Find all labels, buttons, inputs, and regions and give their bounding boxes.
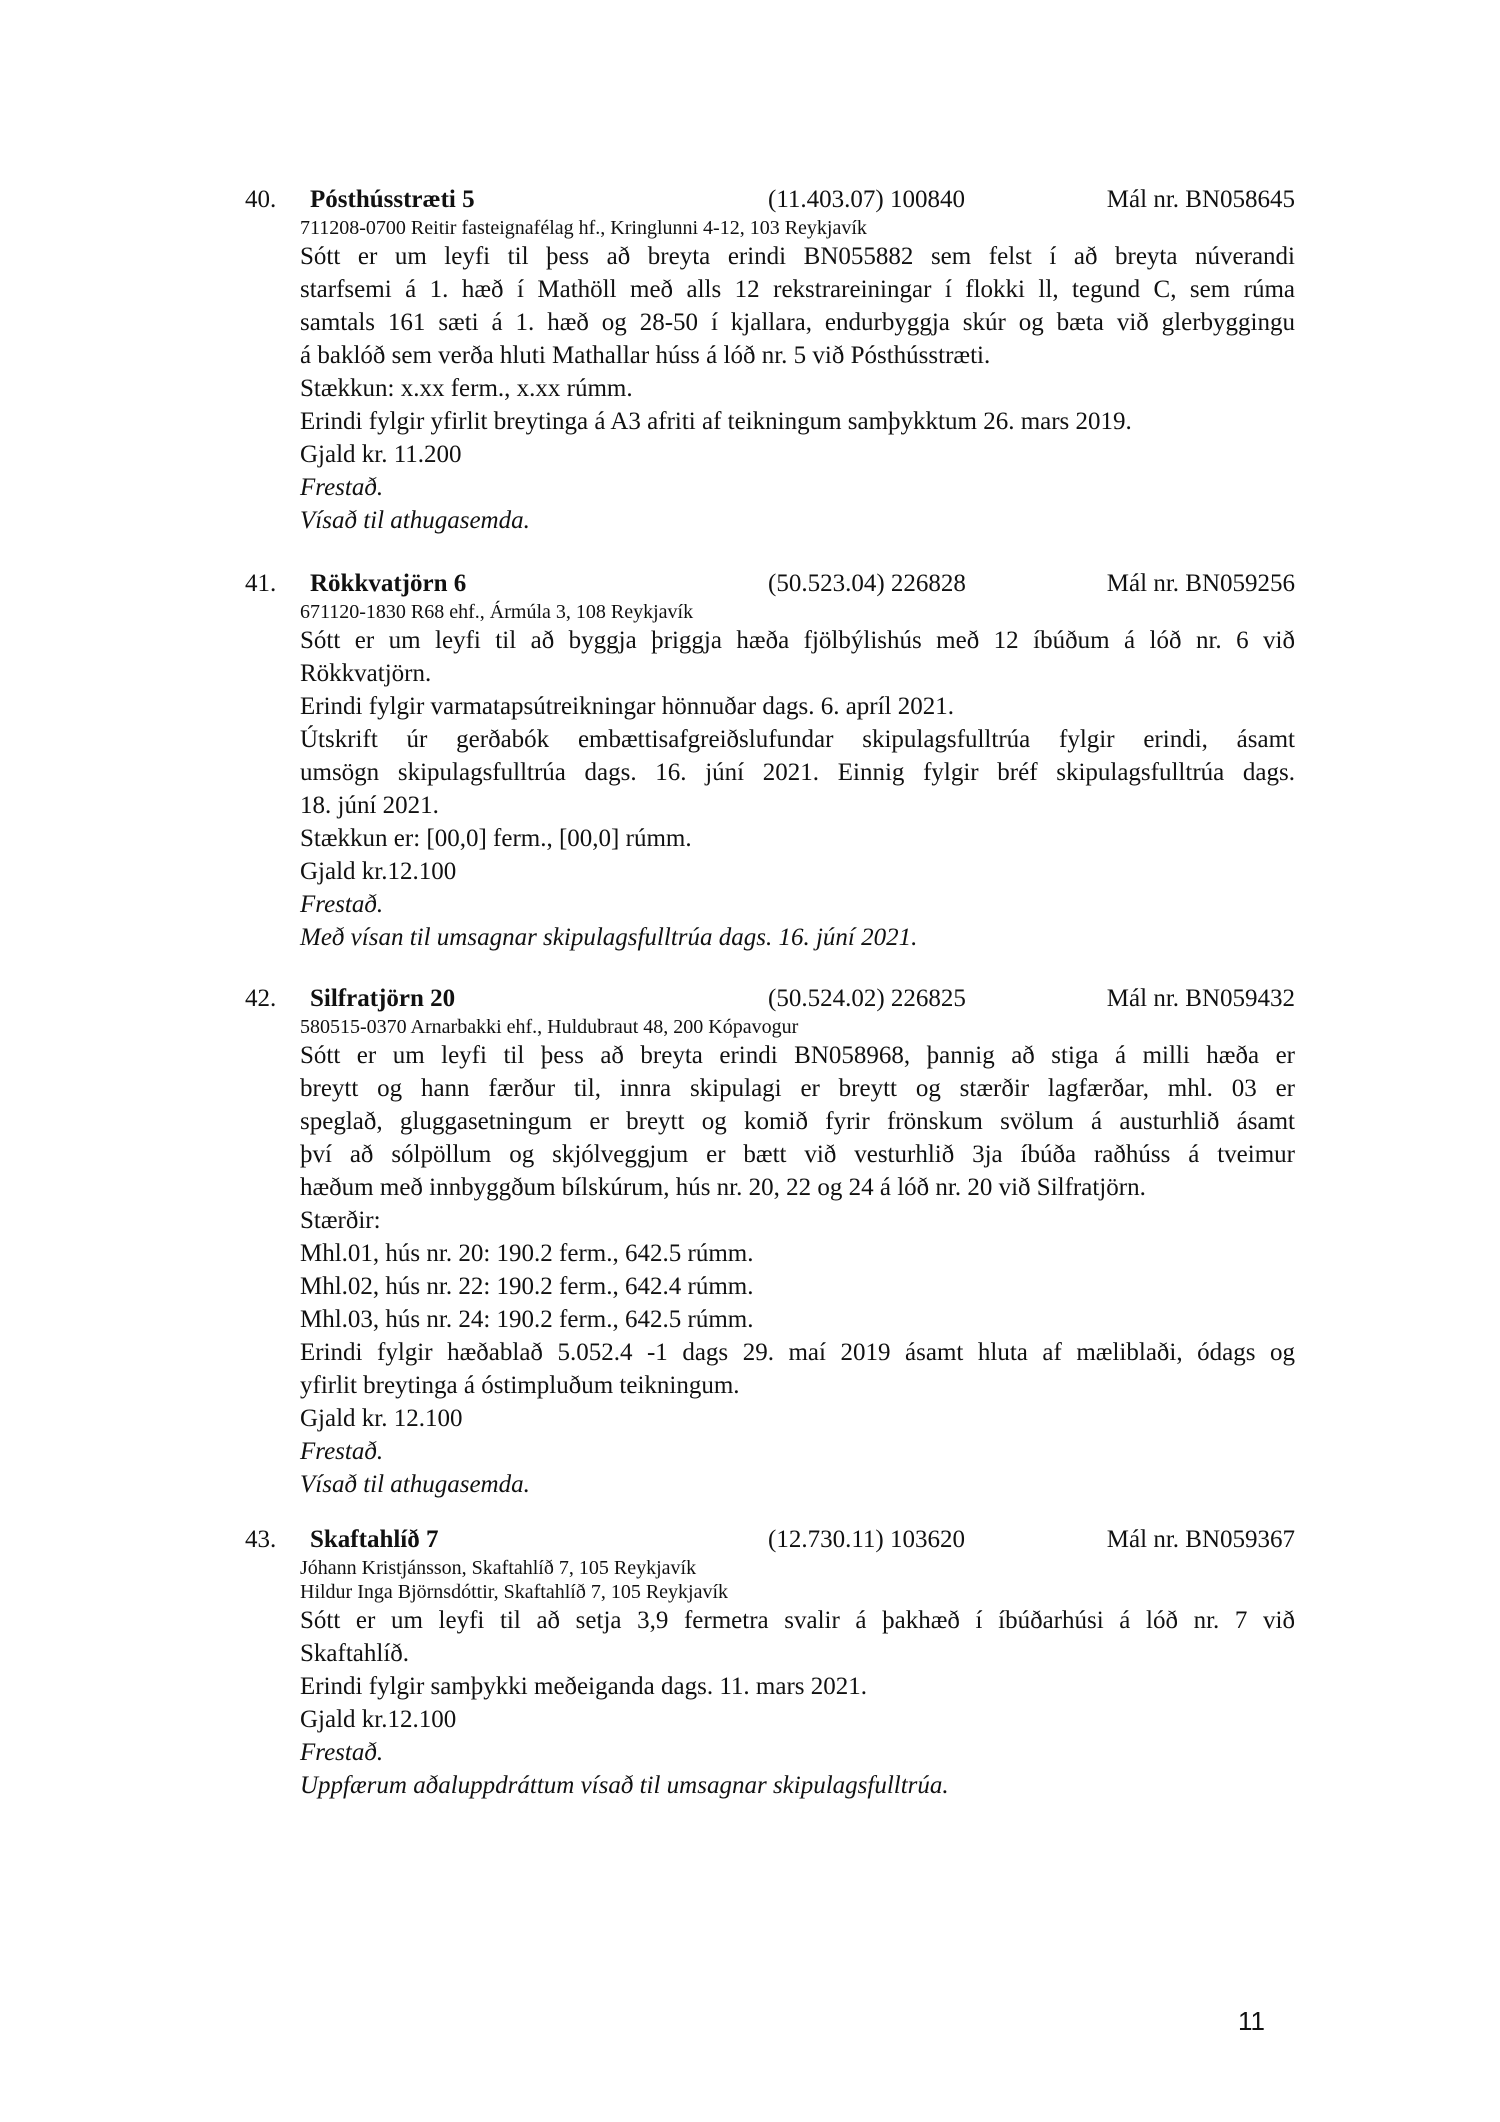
land-number: (11.403.07) 100840: [768, 186, 965, 213]
entry-number: 41.: [245, 570, 277, 597]
entry-body: [300, 600, 1295, 954]
description-line: á baklóð sem verða hluti Mathallar húss á lóð nr. 5 við Pósthússtræti.: [300, 342, 991, 369]
street-address: Silfratjörn 20: [310, 985, 456, 1012]
entry-header: [245, 1524, 1295, 1556]
detail-line: Erindi fylgir yfirlit breytinga á A3 afriti af teikningum samþykktum 26. mars 2019.: [300, 408, 1132, 435]
description-line: Sótt er um leyfi til að setja 3,9 fermetra svalir á þakhæð í íbúðarhúsi á lóð nr. 7 við: [300, 1607, 1295, 1634]
fee-line: Gjald kr.12.100: [300, 1706, 457, 1733]
description-line: því að sólpöllum og skjólveggjum er bætt við vesturhlið 3ja íbúða raðhúss á tveimur: [300, 1141, 1295, 1168]
detail-line: Stærðir:: [300, 1207, 381, 1234]
description-line: Rökkvatjörn.: [300, 660, 432, 687]
detail-line: Mhl.03, hús nr. 24: 190.2 ferm., 642.5 rúmm.: [300, 1306, 754, 1333]
description-line: hæðum með innbyggðum bílskúrum, hús nr. 20, 22 og 24 á lóð nr. 20 við Silfratjörn.: [300, 1174, 1146, 1201]
case-number: Mál nr. BN058645: [1106, 186, 1295, 213]
detail-line: Erindi fylgir varmatapsútreikningar hönnuðar dags. 6. apríl 2021.: [300, 693, 955, 720]
extra-line: umsögn skipulagsfulltrúa dags. 16. júní 2021. Einnig fylgir bréf skipulagsfulltrúa dags.: [300, 759, 1295, 786]
street-address: Pósthússtræti 5: [310, 186, 475, 213]
case-entry-40: [245, 184, 1295, 537]
applicant: Jóhann Kristjánsson, Skaftahlíð 7, 105 Reykjavík: [300, 1557, 697, 1579]
extra-line: Útskrift úr gerðabók embættisafgreiðslufundar skipulagsfulltrúa fylgir erindi, ásamt: [300, 726, 1295, 753]
decision-note: Vísað til athugasemda.: [300, 1471, 530, 1498]
status-text: Frestað.: [300, 1438, 384, 1465]
description-line: starfsemi á 1. hæð í Mathöll með alls 12 rekstrareiningar í flokki ll, tegund C, sem rúma: [300, 276, 1295, 303]
extra-line: Erindi fylgir hæðablað 5.052.4 -1 dags 29. maí 2019 ásamt hluta af mæliblaði, ódags og: [300, 1339, 1295, 1366]
case-entry-43: [245, 1524, 1295, 1802]
detail-line: Mhl.01, hús nr. 20: 190.2 ferm., 642.5 rúmm.: [300, 1240, 754, 1267]
detail-line: Erindi fylgir samþykki meðeiganda dags. 11. mars 2021.: [300, 1673, 868, 1700]
description-line: speglað, gluggasetningum er breytt og komið fyrir frönskum svölum á austurhlið ásamt: [300, 1108, 1295, 1135]
description-line: samtals 161 sæti á 1. hæð og 28-50 í kjallara, endurbyggja skúr og bæta við glerbyggingu: [300, 309, 1295, 336]
decision-note: Með vísan til umsagnar skipulagsfulltrúa dags. 16. júní 2021.: [300, 924, 918, 951]
description-line: Sótt er um leyfi til þess að breyta erindi BN058968, þannig að stiga á milli hæða er: [300, 1042, 1295, 1069]
case-number: Mál nr. BN059367: [1106, 1526, 1295, 1553]
case-number: Mál nr. BN059256: [1106, 570, 1295, 597]
status-text: Frestað.: [300, 474, 384, 501]
applicant: 580515-0370 Arnarbakki ehf., Huldubraut 48, 200 Kópavogur: [300, 1016, 799, 1038]
applicant: 711208-0700 Reitir fasteignafélag hf., Kringlunni 4-12, 103 Reykjavík: [300, 217, 867, 239]
detail-line: Stækkun er: [00,0] ferm., [00,0] rúmm.: [300, 825, 692, 852]
applicant: 671120-1830 R68 ehf., Ármúla 3, 108 Reykjavík: [300, 601, 694, 623]
status-text: Frestað.: [300, 1739, 384, 1766]
fee-line: Gjald kr. 11.200: [300, 441, 462, 468]
fee-line: Gjald kr. 12.100: [300, 1405, 463, 1432]
applicant: Hildur Inga Björnsdóttir, Skaftahlíð 7, 105 Reykjavík: [300, 1581, 729, 1603]
case-number: Mál nr. BN059432: [1106, 985, 1295, 1012]
detail-line: Stækkun: x.xx ferm., x.xx rúmm.: [300, 375, 633, 402]
land-number: (50.523.04) 226828: [768, 570, 966, 597]
land-number: (50.524.02) 226825: [768, 985, 966, 1012]
entry-number: 43.: [245, 1526, 277, 1553]
detail-line: Mhl.02, hús nr. 22: 190.2 ferm., 642.4 rúmm.: [300, 1273, 754, 1300]
page-number: 11: [1238, 2006, 1265, 2036]
entry-header: [245, 983, 1295, 1015]
description-line: Sótt er um leyfi til að byggja þriggja hæða fjölbýlishús með 12 íbúðum á lóð nr. 6 við: [300, 627, 1295, 654]
decision-note: Uppfærum aðaluppdráttum vísað til umsagnar skipulagsfulltrúa.: [300, 1772, 949, 1799]
entry-header: [245, 184, 1295, 216]
decision-note: Vísað til athugasemda.: [300, 507, 530, 534]
street-address: Skaftahlíð 7: [310, 1526, 439, 1553]
street-address: Rökkvatjörn 6: [310, 570, 467, 597]
extra-line: yfirlit breytinga á óstimpluðum teikningum.: [300, 1372, 740, 1399]
status-text: Frestað.: [300, 891, 384, 918]
case-entry-42: [245, 983, 1295, 1501]
entry-body: [300, 1556, 1295, 1802]
land-number: (12.730.11) 103620: [768, 1526, 965, 1553]
entry-number: 42.: [245, 985, 277, 1012]
description-line: breytt og hann færður til, innra skipulagi er breytt og stærðir lagfærðar, mhl. 03 er: [300, 1075, 1295, 1102]
description-line: Skaftahlíð.: [300, 1640, 410, 1667]
fee-line: Gjald kr.12.100: [300, 858, 457, 885]
entry-header: [245, 568, 1295, 600]
extra-line: 18. júní 2021.: [300, 792, 439, 819]
case-entry-41: [245, 568, 1295, 954]
description-line: Sótt er um leyfi til þess að breyta erindi BN055882 sem felst í að breyta núverandi: [300, 243, 1295, 270]
entry-body: [300, 1015, 1295, 1501]
entry-number: 40.: [245, 186, 277, 213]
entry-body: [300, 216, 1295, 537]
